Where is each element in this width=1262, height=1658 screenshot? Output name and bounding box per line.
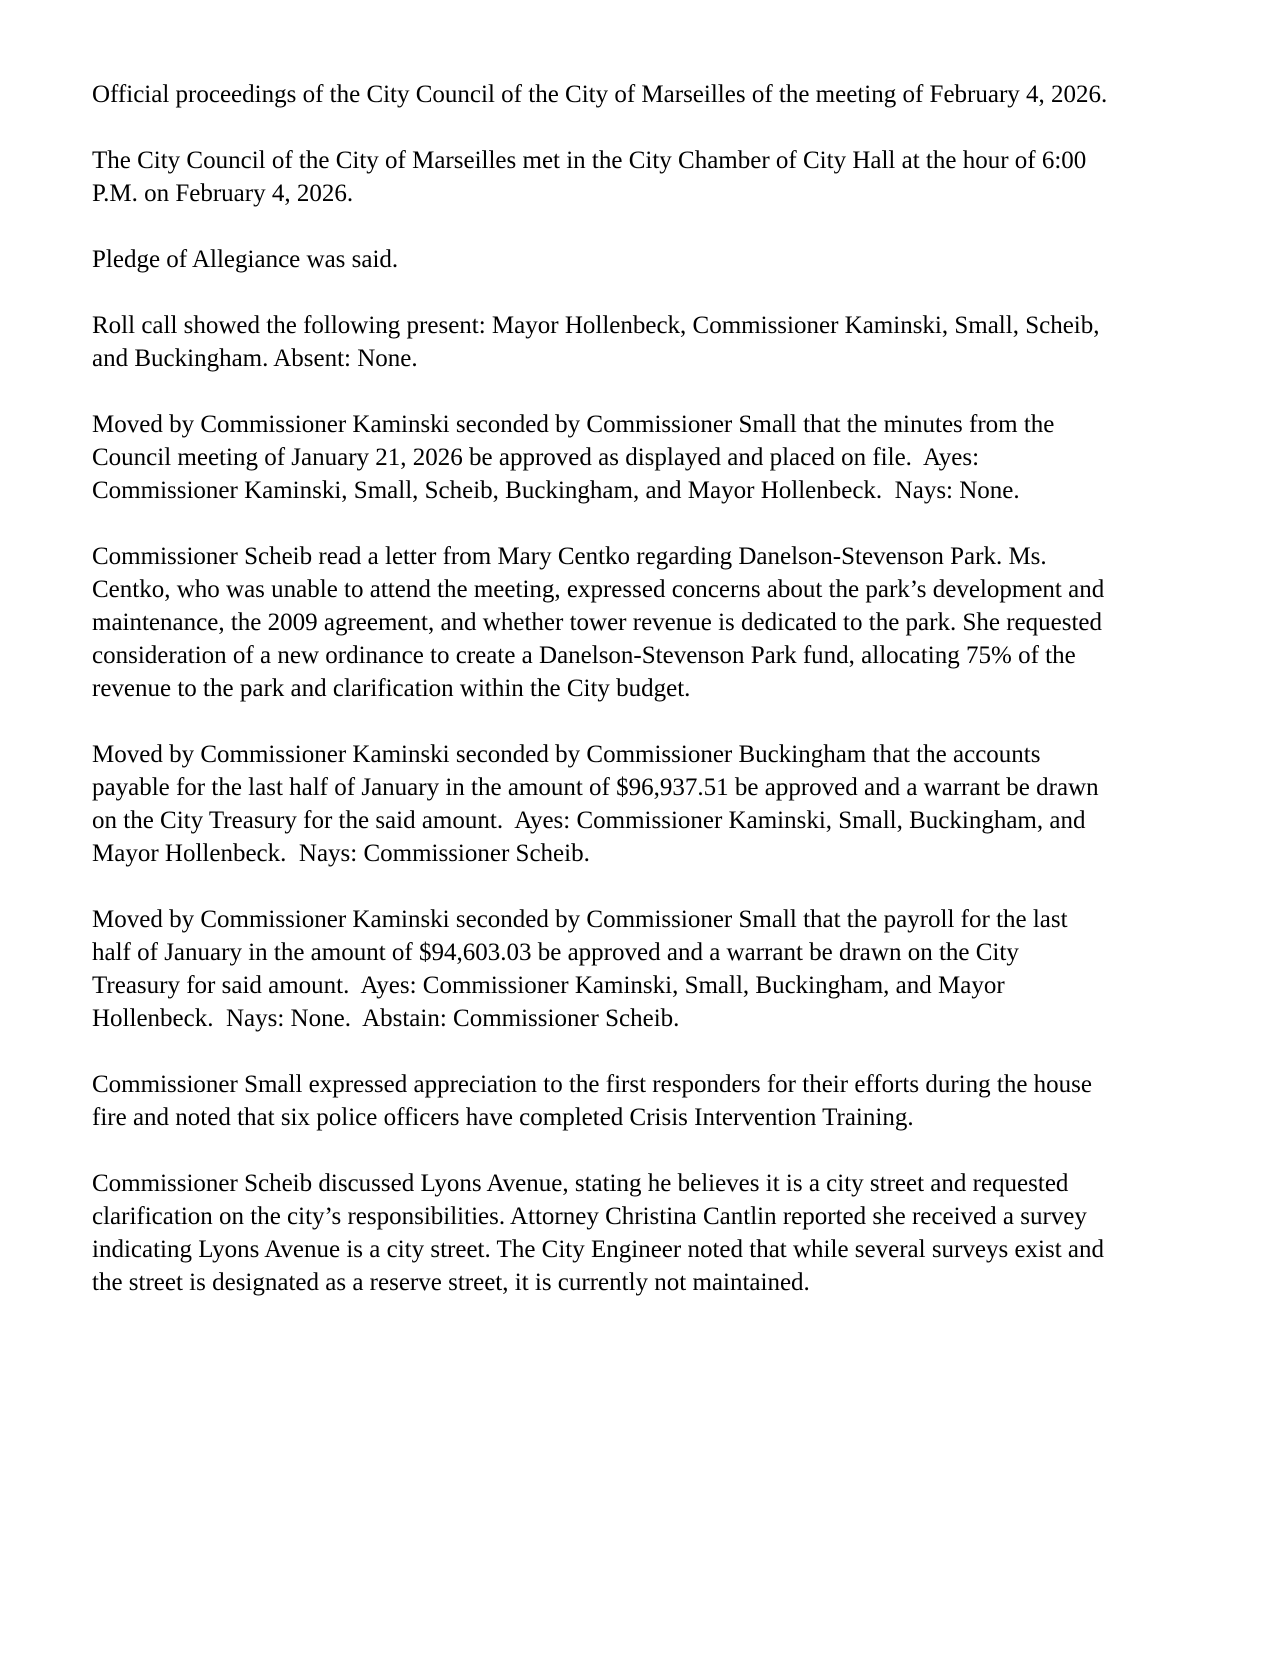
paragraph-pledge: Pledge of Allegiance was said. [92, 246, 399, 273]
paragraph-centko-letter: Commissioner Scheib read a letter from Mary Centko regarding Danelson-Stevenson Park. Ms. Centko, who was unable to attend the meeting, expressed concerns about the park’s development and maintenance, the 2009 agreement, and whether tower revenue is dedicated to the park. She requested consideration of a new ordinance to create a Danelson-Stevenson Park fund, allocating 75% of the revenue to the park and clarification within the City budget. [92, 543, 1111, 702]
document-body [92, 78, 1110, 1299]
paragraph-lyons-avenue: Commissioner Scheib discussed Lyons Avenue, stating he believes it is a city street and requested clarification on the city’s responsibilities. Attorney Christina Cantlin reported she received a survey indicating Lyons Avenue is a city street. The City Engineer noted that while several surveys exist and the street is designated as a reserve street, it is currently not maintained. [92, 1170, 1111, 1296]
paragraph-heading: Official proceedings of the City Council of the City of Marseilles of the meeting of February 4, 2026. [92, 81, 1108, 108]
paragraph-accounts-payable-motion: Moved by Commissioner Kaminski seconded by Commissioner Buckingham that the accounts payable for the last half of January in the amount of $96,937.51 be approved and a warrant be drawn on the City Treasury for the said amount. Ayes: Commissioner Kaminski, Small, Buckingham, and Mayor Hollenbeck. Nays: Commissioner Scheib. [92, 741, 1105, 867]
paragraph-meeting-info: The City Council of the City of Marseilles met in the City Chamber of City Hall at the hour of 6:00 P.M. on February 4, 2026. [92, 147, 1093, 207]
paragraph-payroll-motion: Moved by Commissioner Kaminski seconded by Commissioner Small that the payroll for the last half of January in the amount of $94,603.03 be approved and a warrant be drawn on the City Treasury for said amount. Ayes: Commissioner Kaminski, Small, Buckingham, and Mayor Hollenbeck. Nays: None. Abstain: Commissioner Scheib. [92, 906, 1074, 1032]
paragraph-small-remarks: Commissioner Small expressed appreciation to the first responders for their efforts during the house fire and noted that six police officers have completed Crisis Intervention Training. [92, 1071, 1099, 1131]
paragraph-roll-call: Roll call showed the following present: Mayor Hollenbeck, Commissioner Kaminski, Small, Scheib, and Buckingham. Absent: None. [92, 312, 1106, 372]
paragraph-minutes-motion: Moved by Commissioner Kaminski seconded by Commissioner Small that the minutes from the Council meeting of January 21, 2026 be approved as displayed and placed on file. Ayes: Commissioner Kaminski, Small, Scheib, Buckingham, and Mayor Hollenbeck. Nays: None. [92, 411, 1061, 504]
